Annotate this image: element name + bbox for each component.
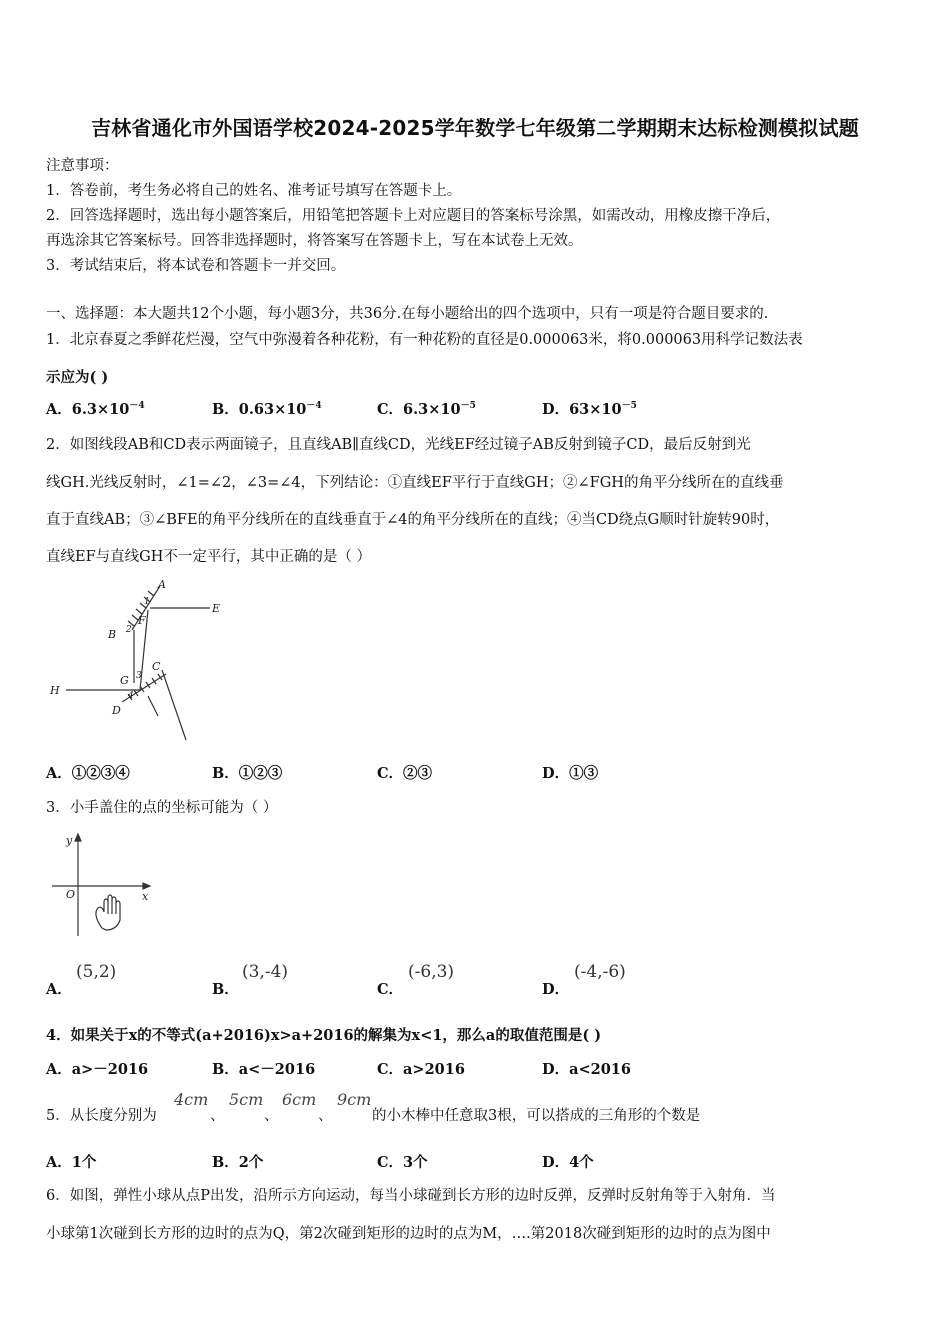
q5-option-b[interactable]: B．2个 (212, 1154, 264, 1171)
q5-option-d[interactable]: D．4个 (542, 1154, 594, 1171)
question-6-text: 6．如图，弹性小球从点P出发，沿所示方向运动，每当小球碰到长方形的边时反弹，反弹时反射角等于入射角．当 (46, 1188, 776, 1204)
axis-label-x: x (142, 890, 149, 903)
length-2: 5cm (229, 1090, 264, 1109)
q3-option-c[interactable]: C． (377, 981, 404, 998)
length-3: 6cm (282, 1090, 317, 1109)
length-4: 9cm (337, 1090, 372, 1109)
notice-item: 2．回答选择题时，选出每小题答案后，用铅笔把答题卡上对应题目的答案标号涂黑，如需改动，用橡皮擦干净后， (46, 208, 781, 224)
question-6-text: 小球第1次碰到长方形的边时的点为Q，第2次碰到矩形的边时的点为M，….第2018次碰到矩形的边时的点为图中 (46, 1226, 771, 1242)
q1-option-a[interactable]: A．$6.3\times 10^{-4}$ (46, 401, 145, 418)
q5-option-c[interactable]: C．3个 (377, 1154, 428, 1171)
coordinate-figure (44, 828, 164, 943)
q4-option-b[interactable]: B．a<－2016 (212, 1061, 316, 1078)
separator: 、 (210, 1108, 225, 1124)
axis-label-origin: O (66, 888, 76, 901)
question-5-suffix: 的小木棒中任意取3根，可以搭成的三角形的个数是 (372, 1108, 701, 1124)
question-5-prefix: 5．从长度分别为 (46, 1108, 157, 1124)
mirror-figure (44, 578, 244, 748)
q3-option-d-coord: (-4,-6) (574, 962, 626, 982)
fig-label-b: B (108, 628, 117, 641)
fig-label-f: F (138, 614, 146, 627)
q2-option-c[interactable]: C．②③ (377, 765, 433, 782)
question-4-text: 4．如果关于x的不等式(a+2016)x>a+2016的解集为x<1，那么a的取值范围是( ) (46, 1027, 602, 1044)
fig-label-c: C (152, 660, 161, 673)
section-heading: 一、选择题：本大题共12个小题，每小题3分，共36分.在每小题给出的四个选项中，只有一项是符合题目要求的. (46, 306, 769, 322)
q3-option-b[interactable]: B． (212, 981, 239, 998)
q1-option-b[interactable]: B．$0.63\times 10^{-4}$ (212, 401, 322, 418)
question-2-text: 2．如图线段AB和CD表示两面镜子，且直线AB∥直线CD，光线EF经过镜子AB反射到镜子CD，最后反射到光 (46, 437, 751, 453)
separator: 、 (318, 1108, 333, 1124)
q1-option-d[interactable]: D．$63\times 10^{-5}$ (542, 401, 637, 418)
question-1-text-cont: 示应为( ) (46, 369, 109, 386)
q2-option-a[interactable]: A．①②③④ (46, 765, 130, 782)
notice-item: 1．答卷前，考生务必将自己的姓名、准考证号填写在答题卡上。 (46, 183, 462, 199)
axis-label-y: y (66, 834, 73, 847)
notice-item: 再选涂其它答案标号。回答非选择题时，将答案写在答题卡上，写在本试卷上无效。 (46, 233, 583, 249)
fig-label-e: E (212, 602, 221, 615)
question-1-text: 1．北京春夏之季鲜花烂漫，空气中弥漫着各种花粉，有一种花粉的直径是0.000063米，将0.000063用科学记数法表 (46, 332, 803, 348)
notice-heading: 注意事项： (46, 158, 119, 174)
hand-icon (96, 895, 120, 930)
question-2-text: 直线EF与直线GH不一定平行，其中正确的是（ ） (46, 549, 371, 565)
fig-label-a: A (158, 578, 166, 591)
fig-label-g: G (120, 674, 129, 687)
question-2-text: 直于直线AB；③∠BFE的角平分线所在的直线垂直于∠4的角平分线所在的直线；④当CD绕点G顺时针旋转90时， (46, 512, 780, 528)
fig-label-2: 2 (126, 625, 132, 635)
question-2-text: 线GH.光线反射时，∠1=∠2，∠3=∠4，下列结论：①直线EF平行于直线GH；②∠FGH的角平分线所在的直线垂 (46, 475, 784, 491)
notice-item: 3．考试结束后，将本试卷和答题卡一并交回。 (46, 258, 346, 274)
fig-label-h: H (50, 684, 60, 697)
page-title: 吉林省通化市外国语学校2024-2025学年数学七年级第二学期期末达标检测模拟试题 (91, 116, 859, 140)
fig-label-1: 1 (144, 597, 150, 607)
q2-option-d[interactable]: D．①③ (542, 765, 599, 782)
fig-label-4: 4 (128, 691, 134, 701)
fig-label-d: D (112, 704, 121, 717)
q4-option-d[interactable]: D．a<2016 (542, 1061, 631, 1078)
q2-option-b[interactable]: B．①②③ (212, 765, 283, 782)
q1-option-c[interactable]: C．$6.3\times 10^{-5}$ (377, 401, 476, 418)
q5-option-a[interactable]: A．1个 (46, 1154, 97, 1171)
q3-option-d[interactable]: D． (542, 981, 570, 998)
q3-option-a[interactable]: A． (46, 981, 72, 998)
separator: 、 (264, 1108, 279, 1124)
fig-label-3: 3 (136, 671, 142, 681)
question-3-text: 3．小手盖住的点的坐标可能为（ ） (46, 800, 278, 816)
q3-option-b-coord: (3,-4) (242, 962, 289, 982)
length-1: 4cm (174, 1090, 209, 1109)
q3-option-a-coord: (5,2) (76, 962, 117, 982)
q4-option-c[interactable]: C．a>2016 (377, 1061, 465, 1078)
q3-option-c-coord: (-6,3) (408, 962, 455, 982)
q4-option-a[interactable]: A．a>－2016 (46, 1061, 149, 1078)
